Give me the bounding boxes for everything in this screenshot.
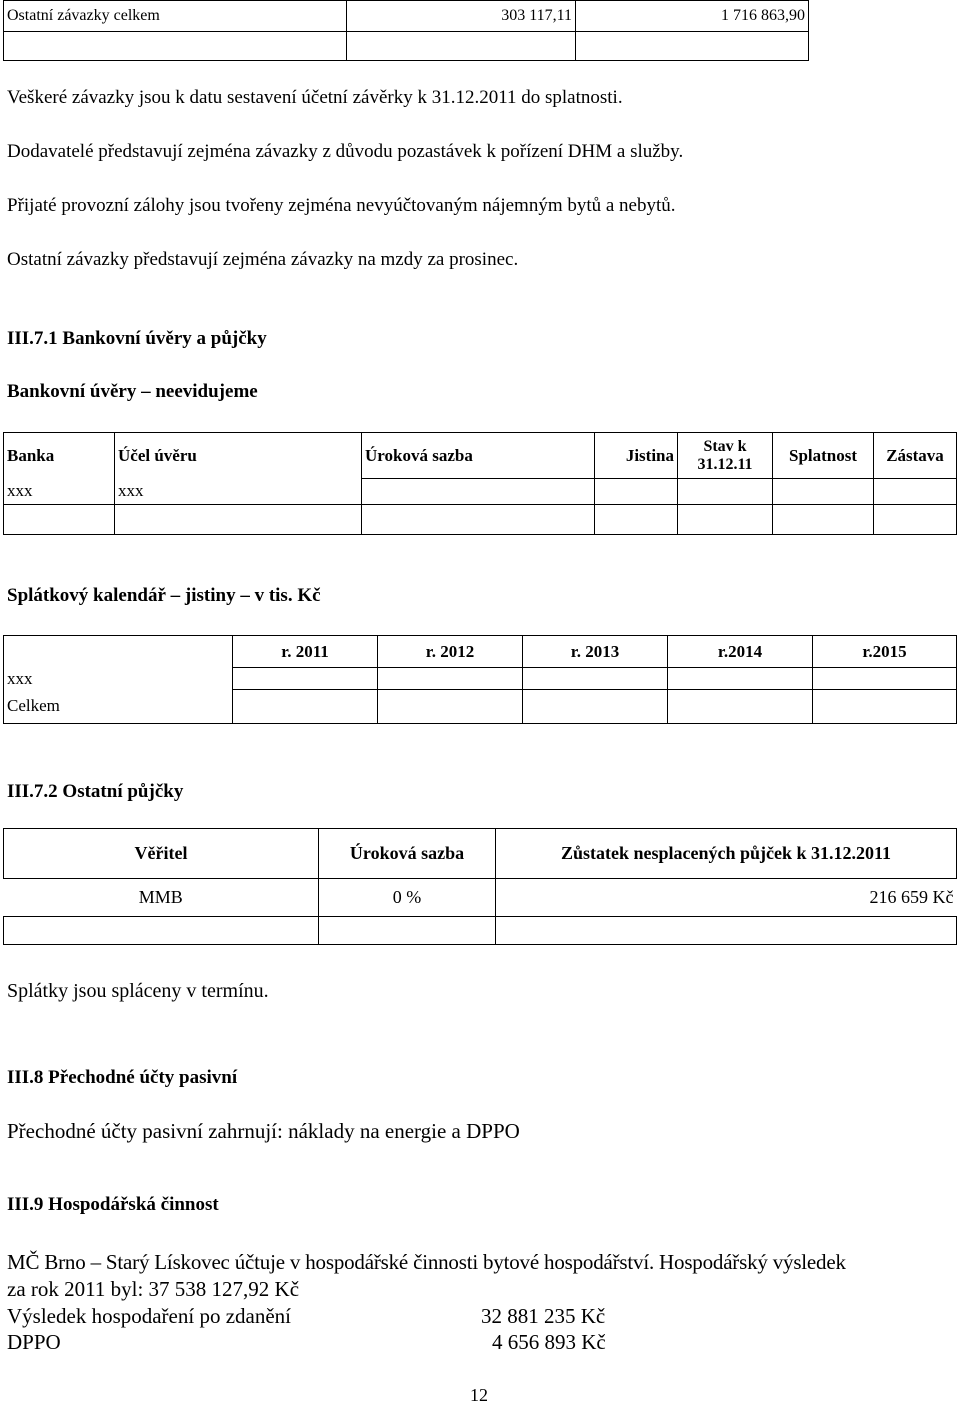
- paragraph: Veškeré závazky jsou k datu sestavení účetní závěrky k 31.12.2011 do splatnosti.: [7, 87, 623, 108]
- paragraph: Ostatní závazky představují zejména závazky na mzdy za prosinec.: [7, 249, 519, 270]
- other-loans-table: [3, 828, 957, 945]
- empty-cell: [319, 917, 496, 945]
- section-heading: III.7.1 Bankovní úvěry a půjčky: [7, 328, 267, 349]
- col-header-balance: Zůstatek nesplacených půjček k 31.12.2011: [496, 829, 957, 879]
- page-number: 12: [470, 1385, 488, 1405]
- col-header-balance: [678, 433, 773, 479]
- col-header-balance-line2: 31.12.11: [697, 455, 753, 473]
- balance-cell: 216 659 Kč: [496, 879, 957, 917]
- bank-cell: xxx: [4, 479, 115, 505]
- result-value: 32 881 235 Kč: [481, 1304, 606, 1328]
- col-header-principal: Jistina: [595, 433, 678, 479]
- empty-cell: [773, 505, 874, 535]
- col-header-bank: Banka: [4, 433, 115, 479]
- result-label: Výsledek hospodaření po zdanění: [7, 1304, 292, 1328]
- schedule-row-label: Celkem: [4, 690, 233, 724]
- empty-cell: [523, 668, 668, 690]
- empty-cell: [668, 668, 813, 690]
- empty-cell: [576, 32, 809, 61]
- empty-cell: [678, 479, 773, 505]
- empty-cell: [595, 479, 678, 505]
- bank-loans-table: [3, 432, 957, 535]
- empty-cell: [813, 690, 957, 724]
- creditor-cell: MMB: [4, 879, 319, 917]
- col-header-maturity: Splatnost: [773, 433, 874, 479]
- empty-cell: [233, 690, 378, 724]
- dppo-value: 4 656 893 Kč: [492, 1330, 606, 1354]
- empty-cell: [678, 505, 773, 535]
- empty-cell: [115, 505, 362, 535]
- section-text: MČ Brno – Starý Lískovec účtuje v hospodářské činnosti bytové hospodářství. Hospodářský výsledek: [7, 1250, 846, 1274]
- empty-cell: [496, 917, 957, 945]
- empty-cell: [347, 32, 576, 61]
- liabilities-total-value2: 1 716 863,90: [576, 1, 809, 32]
- year-header: r. 2012: [378, 636, 523, 668]
- year-header: r. 2013: [523, 636, 668, 668]
- empty-cell: [378, 668, 523, 690]
- empty-cell: [378, 690, 523, 724]
- year-header: r. 2011: [233, 636, 378, 668]
- repayment-schedule-table: [3, 635, 957, 724]
- col-header-rate: Úroková sazba: [362, 433, 595, 479]
- paragraph: Přijaté provozní zálohy jsou tvořeny zejména nevyúčtovaným nájemným bytů a nebytů.: [7, 195, 676, 216]
- empty-cell: [595, 505, 678, 535]
- liabilities-total-table: [3, 0, 809, 61]
- empty-cell: [4, 32, 347, 61]
- purpose-cell: xxx: [115, 479, 362, 505]
- year-header: r.2014: [668, 636, 813, 668]
- col-header-collateral: Zástava: [874, 433, 957, 479]
- empty-cell: [874, 479, 957, 505]
- col-header-balance-line1: Stav k: [703, 437, 747, 455]
- schedule-row-label: xxx: [4, 668, 233, 690]
- empty-cell: [4, 917, 319, 945]
- empty-cell: [233, 668, 378, 690]
- liabilities-total-label: Ostatní závazky celkem: [4, 1, 347, 32]
- section-subheading: Bankovní úvěry – neevidujeme: [7, 381, 258, 402]
- empty-cell: [668, 690, 813, 724]
- empty-cell: [523, 690, 668, 724]
- section-text: za rok 2011 byl: 37 538 127,92 Kč: [7, 1277, 300, 1301]
- empty-cell: [773, 479, 874, 505]
- empty-cell: [4, 636, 233, 668]
- year-header: r.2015: [813, 636, 957, 668]
- schedule-heading: Splátkový kalendář – jistiny – v tis. Kč: [7, 585, 321, 606]
- section-heading: III.9 Hospodářská činnost: [7, 1194, 219, 1215]
- liabilities-total-value1: 303 117,11: [347, 1, 576, 32]
- col-header-rate: Úroková sazba: [319, 829, 496, 879]
- empty-cell: [874, 505, 957, 535]
- rate-cell: 0 %: [319, 879, 496, 917]
- loans-note: Splátky jsou spláceny v termínu.: [7, 980, 269, 1002]
- empty-cell: [4, 505, 115, 535]
- section-text: Přechodné účty pasivní zahrnují: náklady na energie a DPPO: [7, 1119, 520, 1143]
- empty-cell: [813, 668, 957, 690]
- section-heading: III.7.2 Ostatní půjčky: [7, 781, 184, 802]
- dppo-label: DPPO: [7, 1330, 61, 1354]
- empty-cell: [362, 479, 595, 505]
- section-heading: III.8 Přechodné účty pasivní: [7, 1067, 238, 1088]
- paragraph: Dodavatelé představují zejména závazky z důvodu pozastávek k pořízení DHM a služby.: [7, 141, 684, 162]
- col-header-creditor: Věřitel: [4, 829, 319, 879]
- col-header-purpose: Účel úvěru: [115, 433, 362, 479]
- empty-cell: [362, 505, 595, 535]
